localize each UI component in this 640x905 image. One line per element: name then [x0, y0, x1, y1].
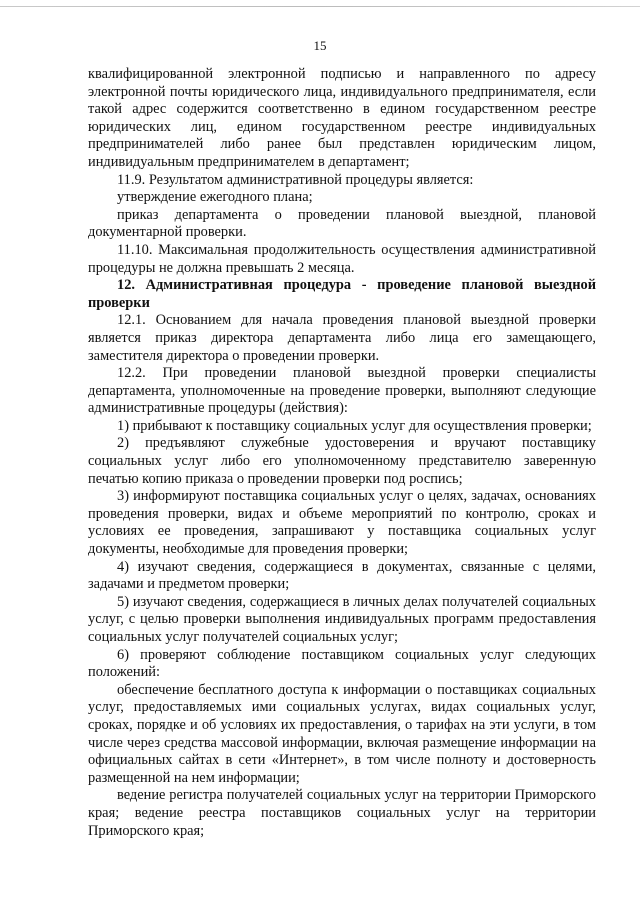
list-item-5 — [88, 594, 596, 647]
paragraph-continuation — [88, 66, 596, 172]
page-number: 15 — [313, 38, 327, 53]
paragraph-text: 11.10. Максимальная продолжительность осуществления административной процедуры не должна превышать 2 месяца. — [88, 241, 596, 276]
paragraph-text: 12.1. Основанием для начала проведения плановой выездной проверки является приказ директора департамента либо лица его замещающего, заместителя директора о проведении проверки. — [88, 312, 596, 364]
paragraph-text: квалифицированной электронной подписью и направленного по адресу электронной почты юридического лица, индивидуального предпринимателя, если такой адрес содержится соответственно в едином государственном реестре юридических лиц, едином государственном реестре индивидуальных предпринимателей либо ранее был представлен юридическим лицом, индивидуальным предпринимателем в департамент; — [88, 66, 596, 170]
paragraph-12-1 — [88, 312, 596, 365]
paragraph-text: ведение регистра получателей социальных услуг на территории Приморского края; ведение реестра поставщиков социальных услуг на территории Приморского края; — [88, 787, 596, 839]
paragraph-text: 11.9. Результатом административной процедуры является: — [117, 171, 474, 188]
heading-text: 12. Административная процедура - проведение плановой выездной проверки — [88, 277, 596, 311]
paragraph-text: обеспечение бесплатного доступа к информации о поставщиках социальных услуг, предоставляемых ими социальных услугах, видах социальных услуг, сроках, порядке и об условиях их предоставления, о тарифах на эти услуги, в том числе через средства массовой информации, включая размещение информации на официальных сайтах в сети «Интернет», в том числе полноту и достоверность размещенной на нем информации; — [88, 681, 596, 786]
paragraph-11-9 — [88, 172, 596, 190]
scan-edge-line — [0, 6, 640, 7]
paragraph-text: приказ департамента о проведении плановой выездной, плановой документарной проверки. — [88, 206, 596, 241]
paragraph-text: 5) изучают сведения, содержащиеся в личных делах получателей социальных услуг, с целью проверки выполнения индивидуальных программ предоставления социальных услуг получателей социальных услуг; — [88, 593, 596, 645]
list-item-2 — [88, 435, 596, 488]
section-heading-12 — [88, 277, 596, 312]
list-item-3 — [88, 488, 596, 558]
paragraph-text: 1) прибывают к поставщику социальных услуг для осуществления проверки; — [117, 417, 592, 434]
paragraph-11-10 — [88, 242, 596, 277]
list-item-6 — [88, 647, 596, 682]
paragraph-free-access — [88, 682, 596, 788]
paragraph-department-order — [88, 207, 596, 242]
paragraph-text: 4) изучают сведения, содержащиеся в документах, связанные с целями, задачами и предметом проверки; — [88, 558, 596, 593]
paragraph-text: 2) предъявляют служебные удостоверения и вручают поставщику социальных услуг либо его уполномоченному представителю заверенную печатью копию приказа о проведении проверки под роспись; — [88, 435, 596, 487]
paragraph-12-2 — [88, 365, 596, 418]
list-item-1 — [88, 418, 596, 436]
paragraph-plan-approval — [88, 189, 596, 207]
paragraph-text: 12.2. При проведении плановой выездной проверки специалисты департамента, уполномоченные на проведение проверки, выполняют следующие административные процедуры (действия): — [88, 365, 596, 417]
paragraph-text: 6) проверяют соблюдение поставщиком социальных услуг следующих положений: — [88, 646, 596, 681]
paragraph-text: 3) информируют поставщика социальных услуг о целях, задачах, основаниях проведения проверки, видах и объеме мероприятий по контролю, сроках и условиях ее проведения, запрашивают у поставщика социальных услуг документы, необходимые для проведения проверки; — [88, 488, 596, 558]
document-body — [88, 66, 596, 840]
paragraph-registry — [88, 787, 596, 840]
paragraph-text: утверждение ежегодного плана; — [117, 189, 313, 206]
list-item-4 — [88, 559, 596, 594]
